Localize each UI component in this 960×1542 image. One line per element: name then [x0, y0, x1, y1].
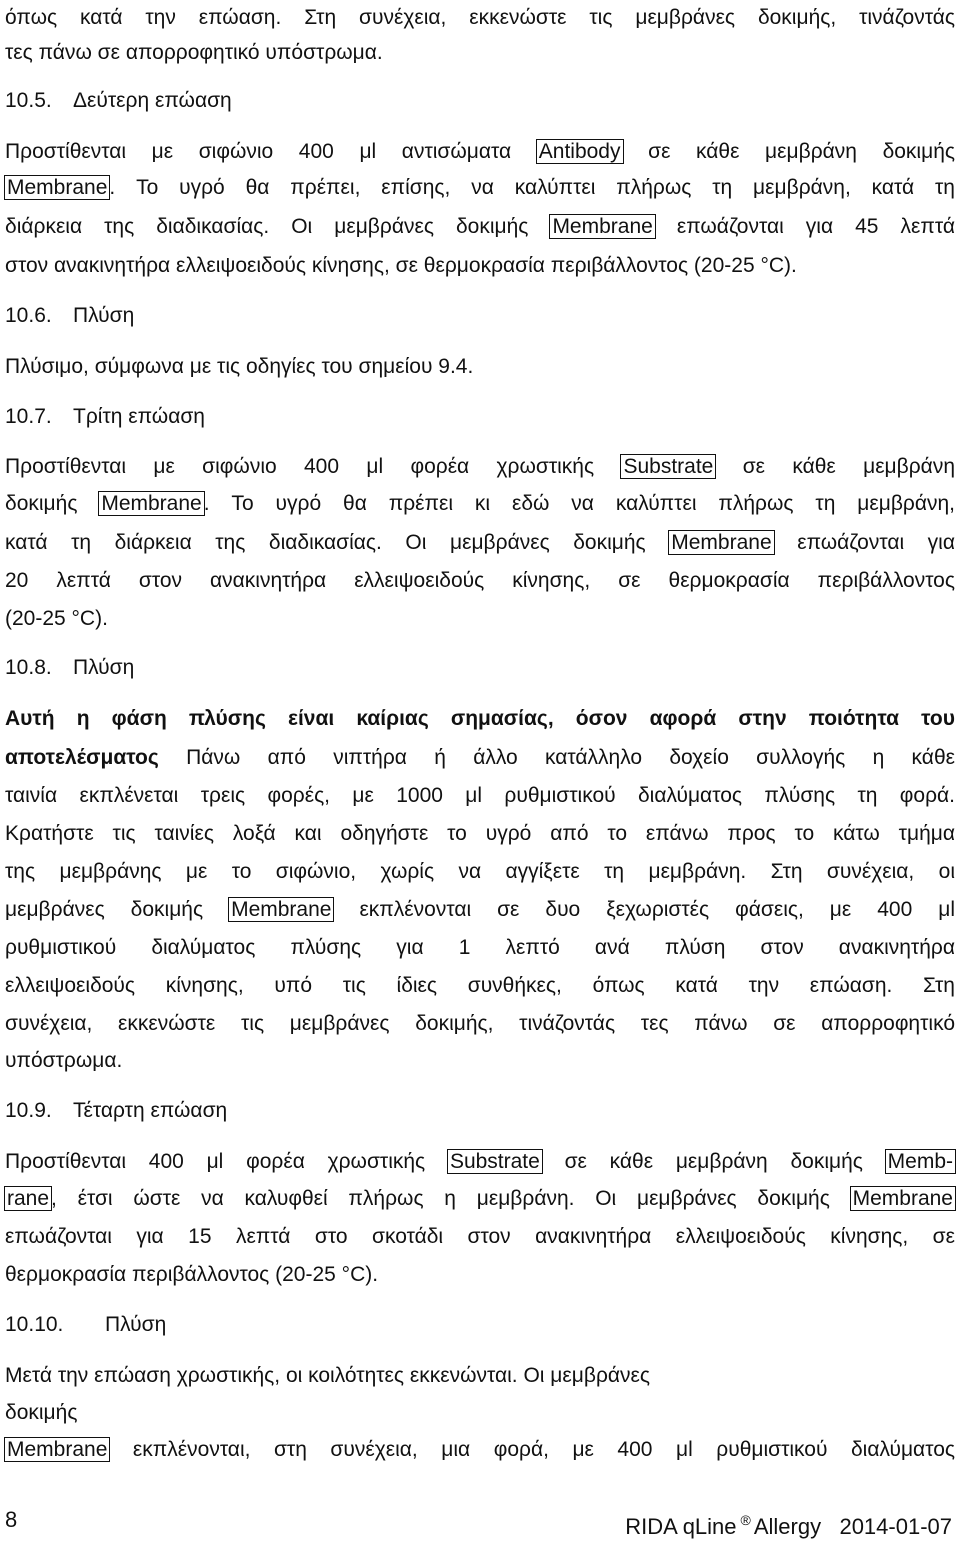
boxed-term-membrane: Membrane: [850, 1186, 956, 1211]
text: σε κάθε μεμβράνη δοκιμής: [564, 1150, 863, 1173]
text: επωάζονται για: [797, 531, 955, 554]
section-title: Πλύση: [73, 304, 135, 327]
text: σε κάθε μεμβράνη δοκιμής: [648, 140, 955, 163]
paragraph-line: [5, 1047, 955, 1075]
paragraph-line: [5, 529, 955, 557]
text: Μετά την επώαση χρωστικής, οι κοιλότητες εκκενώνται. Οι μεμβράνες: [5, 1364, 651, 1387]
paragraph-line: [5, 1185, 955, 1213]
paragraph-line: [5, 138, 955, 166]
paragraph-line: [5, 782, 955, 810]
paragraph-line: [5, 858, 955, 886]
paragraph-line: [5, 1362, 955, 1390]
paragraph-line: [5, 252, 955, 280]
paragraph-line: [5, 567, 955, 595]
section-heading-10-9: [5, 1097, 955, 1125]
text: δοκιμής: [5, 492, 78, 515]
boxed-term-substrate: Substrate: [447, 1149, 543, 1174]
registered-mark: ®: [740, 1512, 751, 1528]
paragraph-line: [5, 453, 955, 481]
text: Κρατήστε τις ταινίες λοξά και οδηγήστε το υγρό από το επάνω προς το κάτω τμήμα: [5, 822, 955, 845]
section-number: 10.7.: [5, 405, 52, 428]
text: θερμοκρασία περιβάλλοντος (20-25 °C).: [5, 1263, 379, 1286]
text: , έτσι ώστε να καλυφθεί πλήρως η μεμβράνη. Οι μεμβράνες δοκιμής: [51, 1187, 830, 1210]
paragraph-line: [5, 896, 955, 924]
section-number: 10.9.: [5, 1099, 52, 1122]
boxed-term-antibody: Antibody: [536, 139, 624, 164]
text: Πάνω από νιπτήρα ή άλλο κατάλληλο δοχείο συλλογής η κάθε: [186, 746, 955, 769]
boxed-term-membrane: Membrane: [228, 897, 334, 922]
section-number: 10.5.: [5, 89, 52, 112]
section-number: 10.8.: [5, 656, 52, 679]
boxed-term-membrane: Membrane: [4, 1437, 110, 1462]
section-heading-10-10: [5, 1311, 955, 1339]
text: επωάζονται για 45 λεπτά: [676, 215, 955, 238]
paragraph-line: [5, 353, 955, 381]
section-title: Τέταρτη επώαση: [73, 1099, 228, 1122]
text: συνέχεια, εκκενώστε τις μεμβράνες δοκιμής, τινάζοντάς τες πάνω σε απορροφητικό: [5, 1012, 955, 1035]
text: Προστίθενται με σιφώνιο 400 μl αντισώματα: [5, 140, 512, 163]
text: . Το υγρό θα πρέπει κι εδώ να καλύπτει πλήρως τη μεμβράνη,: [203, 492, 955, 515]
paragraph-line-bold: [5, 705, 955, 733]
text: Προστίθενται με σιφώνιο 400 μl φορέα χρωστικής: [5, 455, 595, 478]
paragraph-line: [5, 934, 955, 962]
text: δοκιμής: [5, 1401, 78, 1424]
text: ταινία εκπλένεται τρεις φορές, με 1000 μl ρυθμιστικού διαλύματος πλύσης τη φορά.: [5, 784, 955, 807]
text: σε κάθε μεμβράνη: [742, 455, 955, 478]
product-suffix: Allergy: [753, 1514, 822, 1539]
paragraph-line: [5, 1148, 955, 1176]
section-heading-10-8: [5, 654, 955, 682]
section-number: 10.10.: [5, 1313, 64, 1336]
text: (20-25 °C).: [5, 607, 108, 630]
bold-text: αποτελέσματος: [5, 746, 159, 769]
text: εκπλένονται σε δυο ξεχωριστές φάσεις, με 400 μl: [359, 898, 955, 921]
paragraph-line: [5, 1261, 955, 1289]
paragraph-line: [5, 4, 955, 32]
text: Πλύσιμο, σύμφωνα με τις οδηγίες του σημείου 9.4.: [5, 355, 474, 378]
paragraph-line: [5, 820, 955, 848]
paragraph-line: [5, 1010, 955, 1038]
paragraph-line: [5, 1223, 955, 1251]
text: . Το υγρό θα πρέπει, επίσης, να καλύπτει πλήρως τη μεμβράνη, κατά τη: [109, 176, 955, 199]
paragraph-line: [5, 605, 955, 633]
text: Προστίθενται 400 μl φορέα χρωστικής: [5, 1150, 426, 1173]
text: ρυθμιστικού διαλύματος πλύσης για 1 λεπτό ανά πλύση στον ανακινητήρα: [5, 936, 955, 959]
footer-product-date: [625, 1505, 952, 1542]
text: 20 λεπτά στον ανακινητήρα ελλειψοειδούς κίνησης, σε θερμοκρασία περιβάλλοντος: [5, 569, 955, 592]
product-name: RIDA qLine: [625, 1514, 737, 1539]
text: όπως κατά την επώαση. Στη συνέχεια, εκκενώστε τις μεμβράνες δοκιμής, τινάζοντάς: [5, 6, 955, 29]
paragraph-line: [5, 174, 955, 202]
paragraph-line: [5, 39, 955, 67]
section-title: Τρίτη επώαση: [73, 405, 205, 428]
text: υπόστρωμα.: [5, 1049, 123, 1072]
section-title: Δεύτερη επώαση: [73, 89, 232, 112]
text: εκπλένονται, στη συνέχεια, μια φορά, με 400 μl ρυθμιστικού διαλύματος: [132, 1438, 955, 1461]
section-number: 10.6.: [5, 304, 52, 327]
paragraph-line: [5, 1399, 955, 1427]
text: στον ανακινητήρα ελλειψοειδούς κίνησης, σε θερμοκρασία περιβάλλοντος (20-25 °C).: [5, 254, 797, 277]
text: της μεμβράνης με το σιφώνιο, χωρίς να αγγίξετε τη μεμβράνη. Στη συνέχεια, οι: [5, 860, 955, 883]
section-heading-10-5: [5, 87, 955, 115]
paragraph-line: [5, 490, 955, 518]
boxed-term-membrane: Membrane: [4, 175, 110, 200]
paragraph-line: [5, 744, 955, 772]
page-number: 8: [5, 1507, 18, 1532]
paragraph-line: [5, 972, 955, 1000]
text: επωάζονται για 15 λεπτά στο σκοτάδι στον ανακινητήρα ελλειψοειδούς κίνησης, σε: [5, 1225, 955, 1248]
boxed-term-membrane: Membrane: [549, 214, 655, 239]
bold-text: Αυτή η φάση πλύσης είναι καίριας σημασίας, όσον αφορά στην ποιότητα του: [5, 707, 955, 730]
boxed-term-membrane: Membrane: [98, 491, 204, 516]
text: μεμβράνες δοκιμής: [5, 898, 204, 921]
text: τες πάνω σε απορροφητικό υπόστρωμα.: [5, 41, 383, 64]
text: ελλειψοειδούς κίνησης, υπό τις ίδιες συνθήκες, όπως κατά την επώαση. Στη: [5, 974, 955, 997]
boxed-term-membrane: Memb-: [885, 1149, 956, 1174]
text: διάρκεια της διαδικασίας. Οι μεμβράνες δοκιμής: [5, 215, 529, 238]
text: κατά τη διάρκεια της διαδικασίας. Οι μεμβράνες δοκιμής: [5, 531, 646, 554]
section-title: Πλύση: [105, 1313, 167, 1336]
document-date: 2014-01-07: [839, 1514, 952, 1539]
paragraph-line: [5, 213, 955, 241]
section-title: Πλύση: [73, 656, 135, 679]
section-heading-10-7: [5, 403, 955, 431]
paragraph-line: [5, 1436, 955, 1464]
boxed-term-substrate: Substrate: [620, 454, 716, 479]
boxed-term-membrane: rane: [4, 1186, 52, 1211]
boxed-term-membrane: Membrane: [668, 530, 774, 555]
section-heading-10-6: [5, 302, 955, 330]
